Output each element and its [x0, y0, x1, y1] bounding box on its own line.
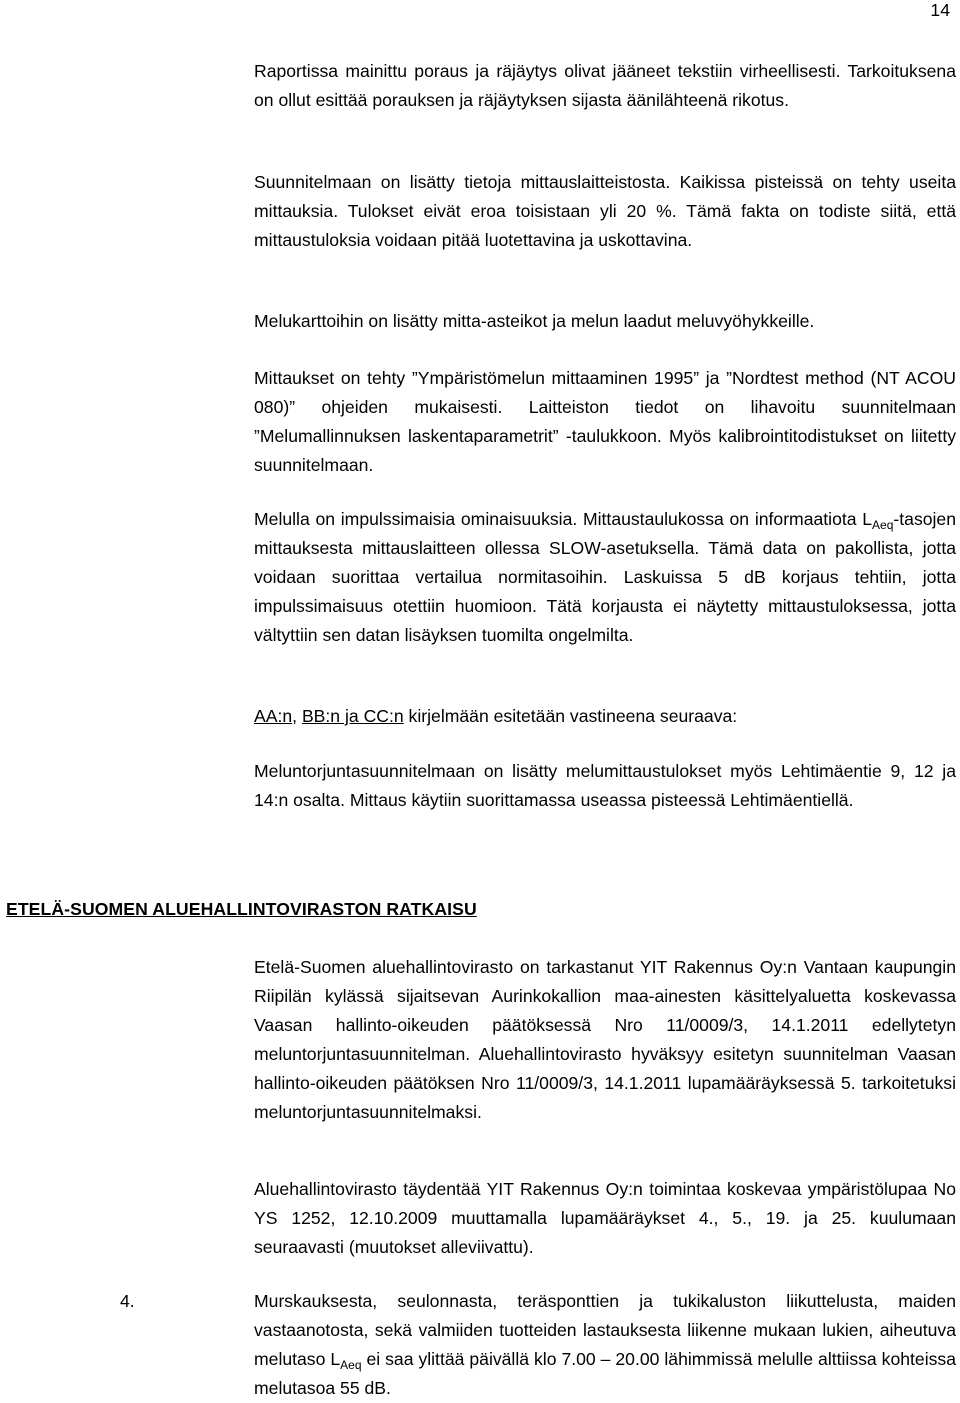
section-heading: ETELÄ-SUOMEN ALUEHALLINTOVIRASTON RATKAISU	[6, 899, 477, 919]
text-span: -tasojen mittauksesta mittauslaitteen ollessa SLOW-asetuksella. Tämä data on pakollista, jotta voidaan suorittaa vertailua normitasoihin. Laskuissa 5 dB korjaus tehtiin, jotta impulssimaisuus otettiin huomioon. Tätä korjausta ei näytetty mittaustuloksessa, jotta vältyttiin sen datan lisäyksen tuomilta ongelmilta.	[254, 509, 956, 645]
paragraph-response-intro	[254, 702, 956, 731]
paragraph-measurement-equipment: Suunnitelmaan on lisätty tietoja mittauslaitteistosta. Kaikissa pisteissä on tehty useita mittauksia. Tulokset eivät eroa toisistaan yli 20 %. Tämä fakta on todiste siitä, että mittaustuloksia voidaan pitää luotettavina ja uskottavina.	[254, 172, 956, 250]
subscript: Aeq	[872, 518, 894, 532]
text-span: kirjelmään esitetään vastineena seuraava:	[403, 706, 738, 726]
name-bb: BB:n	[301, 706, 341, 726]
separator: ja	[340, 706, 364, 726]
name-aa: AA:n	[254, 706, 293, 726]
paragraph-measurement-methods: Mittaukset on tehty ”Ympäristömelun mittaaminen 1995” ja ”Nordtest method (NT ACOU 080)” ohjeiden mukaisesti. Laitteiston tiedot on lihavoitu suunnitelmaan ”Melumallinnuksen laskentaparametrit” -taulukkoon. Myös kalibrointitodistukset on liitetty suunnitelmaan.	[254, 368, 956, 475]
subscript: Aeq	[340, 1357, 362, 1372]
paragraph-decision: Etelä-Suomen aluehallintovirasto on tarkastanut YIT Rakennus Oy:n Vantaan kaupungin Riipilän kylässä sijaitsevan Aurinkokallion maa-ainesten käsittelyaluetta koskevassa Vaasan hallinto-oikeuden päätöksessä Nro 11/0009/3, 14.1.2011 edellytetyn meluntorjuntasuunnitelman. Aluehallintovirasto hyväksyy esitetyn suunnitelman Vaasan hallinto-oikeuden päätöksen Nro 11/0009/3, 14.1.2011 lupamääräyksessä 5. tarkoitetuksi meluntorjuntasuunnitelmaksi.	[254, 957, 956, 1122]
text-span: Melulla on impulssimaisia ominaisuuksia. Mittaustaulukossa on informaatiota L	[254, 509, 873, 529]
text-span: ei saa ylittää päivällä klo 7.00 – 20.00 lähimmissä melulle alttiissa kohteissa melutasoa 55 dB.	[254, 1348, 956, 1398]
page-number: 14	[930, 0, 950, 20]
paragraph-lehtimaentie: Meluntorjuntasuunnitelmaan on lisätty melumittaustulokset myös Lehtimäentie 9, 12 ja 14:n osalta. Mittaus käytiin suorittamassa useassa pisteessä Lehtimäentiellä.	[254, 761, 956, 810]
text-span: Murskauksesta, seulonnasta, teräsponttien ja tukikaluston liikuttelusta, maiden vastaanotosta, sekä valmiiden tuotteiden lastauksesta liikenne mukaan lukien, aiheutuva melutaso L	[254, 1291, 956, 1369]
paragraph-impulse-noise	[254, 505, 956, 650]
name-cc: CC:n	[363, 706, 404, 726]
paragraph-permit-amendment: Aluehallintovirasto täydentää YIT Rakennus Oy:n toimintaa koskevaa ympäristölupaa No YS 1252, 12.10.2009 muuttamalla lupamääräykset 4., 5., 19. ja 25. kuulumaan seuraavasti (muutokset alleviivattu).	[254, 1179, 956, 1257]
paragraph-report-correction: Raportissa mainittu poraus ja räjäytys olivat jääneet tekstiin virheellisesti. Tarkoituksena on ollut esittää porauksen ja räjäytyksen sijasta äänilähteenä rikotus.	[254, 61, 956, 110]
separator: ,	[292, 706, 302, 726]
paragraph-noise-maps: Melukarttoihin on lisätty mitta-asteikot ja melun laadut meluvyöhykkeille.	[254, 311, 815, 331]
item-number: 4.	[120, 1291, 135, 1311]
paragraph-permit-item-4	[254, 1287, 956, 1403]
